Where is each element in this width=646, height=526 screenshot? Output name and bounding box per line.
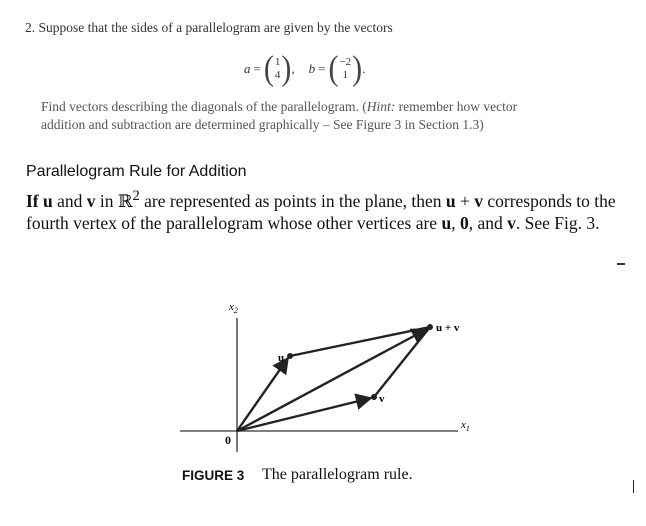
figure-caption-text: The parallelogram rule.: [262, 466, 413, 483]
rule-u2: u: [445, 190, 456, 211]
rule-u3: u: [441, 212, 452, 233]
problem-text: Suppose that the sides of a parallelogram are given by the vectors: [38, 20, 393, 35]
text-cursor: [633, 480, 634, 493]
vector-a-name: a: [244, 61, 251, 76]
vector-a-bottom: 4: [274, 69, 281, 81]
label-origin: 0: [225, 433, 231, 447]
point-sum: [427, 324, 433, 330]
rule-comma: ,: [451, 212, 460, 233]
comma: ,: [291, 61, 295, 76]
paren-close-b: ): [352, 49, 363, 88]
hint-open-paren: (: [362, 99, 367, 114]
rule-if: If: [26, 190, 44, 211]
label-sum: u + v: [436, 322, 460, 334]
rule-in-r: in ℝ: [95, 190, 133, 211]
rule-v: v: [86, 190, 96, 211]
figure-caption-label: FIGURE 3: [182, 468, 245, 483]
equals-sign-b: =: [318, 61, 326, 76]
x1-sub: 1: [465, 424, 470, 433]
point-v: [371, 394, 377, 400]
label-u: u: [278, 352, 285, 364]
vector-b-bottom: 1: [342, 69, 349, 81]
rule-v2: v: [474, 190, 483, 211]
hint-label: Hint:: [366, 99, 396, 114]
rule-sup: 2: [132, 188, 140, 204]
hint-text: remember how vector: [398, 99, 518, 114]
vector-b-top: −2: [339, 56, 352, 68]
vector-sum-arrow: [237, 329, 427, 431]
point-u: [287, 353, 293, 359]
rule-u: u: [43, 190, 53, 211]
label-v: v: [379, 393, 385, 405]
paren-open-b: (: [328, 49, 339, 88]
x1-letter: x: [461, 419, 466, 431]
rule-plus: +: [455, 190, 475, 211]
problem-number: 2.: [25, 20, 36, 35]
vector-a-top: 1: [274, 56, 281, 68]
label-x1: [460, 419, 470, 433]
x2-sub: 2: [233, 306, 238, 315]
rule-title: Parallelogram Rule for Addition: [26, 163, 247, 180]
rule-are-points: are represented as points in the plane, then: [139, 190, 446, 211]
rule-zero: 0: [459, 212, 469, 233]
rule-v3: v: [507, 212, 516, 233]
label-x2: [228, 301, 238, 315]
task-sentence: Find vectors describing the diagonals of the parallelogram.: [41, 99, 359, 114]
vector-b-name: b: [308, 61, 316, 76]
paren-open-a: (: [263, 49, 274, 88]
rule-and-2: , and: [468, 212, 508, 233]
paren-close-a: ): [281, 49, 292, 88]
rule-and: and: [52, 190, 87, 211]
x2-letter: x: [229, 301, 234, 313]
rule-see-fig: . See Fig. 3.: [515, 212, 600, 233]
rule-fourth-vertex: corresponds to the fourth vertex of the parallelogram whose other vertices are: [26, 190, 616, 233]
equals-sign-a: =: [253, 61, 261, 76]
task-line-2: addition and subtraction are determined graphically – See Figure 3 in Section 1.3): [41, 117, 484, 132]
period: .: [362, 61, 366, 76]
